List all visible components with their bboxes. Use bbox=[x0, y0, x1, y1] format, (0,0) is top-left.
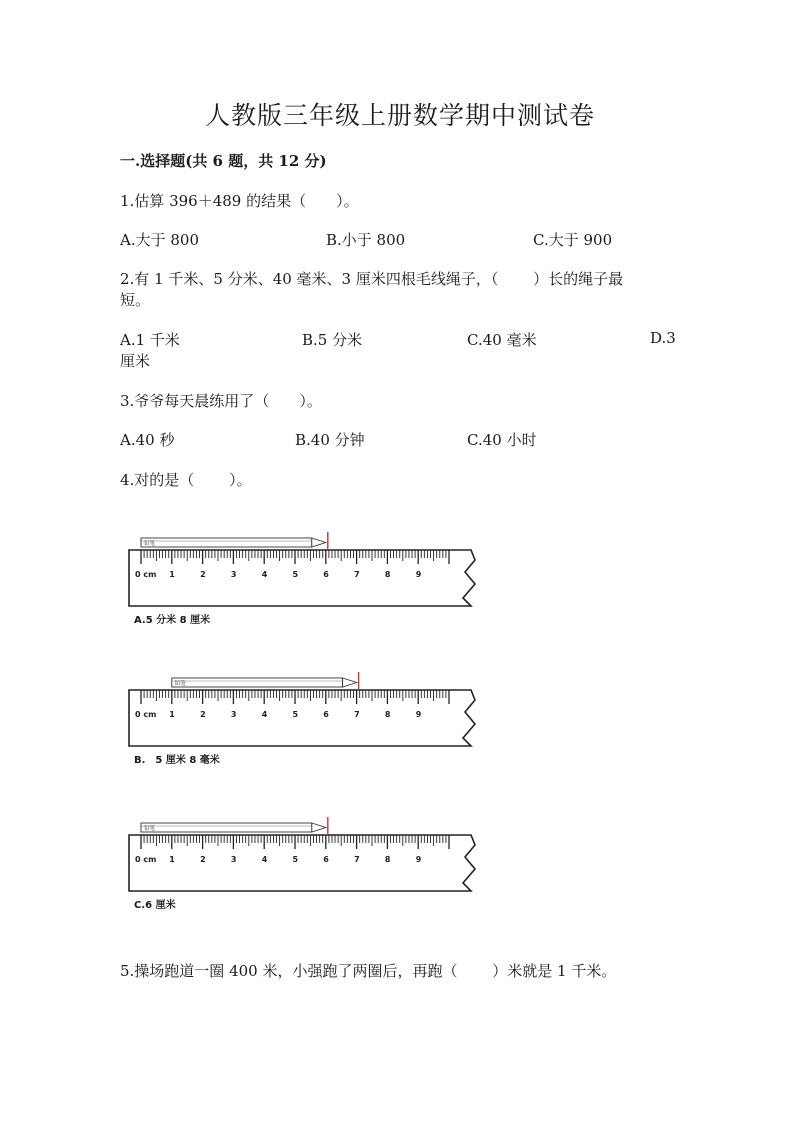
question-2-option-c[interactable]: C.40 毫米 bbox=[467, 331, 537, 349]
question-2-option-a[interactable]: A.1 千米 bbox=[120, 331, 180, 349]
question-2-stem-line2: 短。 bbox=[120, 291, 151, 309]
pencil-tip bbox=[343, 678, 357, 687]
ruler-caption-a: A.5 分米 8 厘米 bbox=[134, 615, 211, 626]
ruler-body bbox=[129, 835, 475, 891]
question-1-option-b[interactable]: B.小于 800 bbox=[326, 231, 406, 249]
ruler-figure-c[interactable] bbox=[126, 815, 486, 935]
pencil-body bbox=[172, 678, 343, 687]
question-1-option-a[interactable]: A.大于 800 bbox=[120, 231, 199, 249]
ruler-number: 7 bbox=[354, 855, 360, 864]
ruler-number: 2 bbox=[200, 570, 206, 579]
question-2-option-b[interactable]: B.5 分米 bbox=[302, 331, 363, 349]
question-1-option-c[interactable]: C.大于 900 bbox=[533, 231, 613, 249]
pencil-tip bbox=[312, 823, 326, 832]
question-3-option-a[interactable]: A.40 秒 bbox=[120, 431, 175, 449]
page-title: 人教版三年级上册数学期中测试卷 bbox=[204, 101, 595, 130]
ruler-body bbox=[129, 550, 475, 606]
ruler-unit-label: 0 cm bbox=[135, 855, 157, 864]
ruler-number: 4 bbox=[261, 855, 268, 864]
question-3-option-c[interactable]: C.40 小时 bbox=[467, 431, 537, 449]
ruler-number: 2 bbox=[200, 710, 206, 719]
ruler-diagram-c bbox=[126, 815, 486, 895]
question-2-stem-line1: 2.有 1 千米、5 分米、40 毫米、3 厘米四根毛线绳子，（ ）长的绳子最 bbox=[120, 270, 624, 288]
ruler-number: 8 bbox=[384, 570, 391, 579]
pencil-body bbox=[141, 823, 312, 832]
ruler-body bbox=[129, 690, 475, 746]
ruler-caption-b: B. 5 厘米 8 毫米 bbox=[134, 755, 220, 766]
question-3-option-b[interactable]: B.40 分钟 bbox=[295, 431, 365, 449]
ruler-figure-a[interactable] bbox=[126, 530, 486, 650]
question-3-stem: 3.爷爷每天晨练用了（ ）。 bbox=[120, 392, 322, 410]
ruler-number: 3 bbox=[230, 570, 237, 579]
ruler-diagram-b bbox=[126, 670, 486, 750]
pencil-label: 铅笔 bbox=[144, 826, 156, 832]
ruler-number: 8 bbox=[384, 855, 391, 864]
ruler-number: 6 bbox=[323, 570, 329, 579]
ruler-number: 6 bbox=[323, 855, 329, 864]
pencil-label: 铅笔 bbox=[144, 541, 156, 547]
ruler-figure-b[interactable] bbox=[126, 670, 486, 790]
question-2-option-d-continued: 厘米 bbox=[120, 352, 151, 370]
ruler-number: 2 bbox=[200, 855, 206, 864]
pencil-label: 铅笔 bbox=[174, 681, 186, 687]
question-4-stem: 4.对的是（ ）。 bbox=[120, 471, 252, 489]
ruler-number: 7 bbox=[354, 570, 360, 579]
ruler-caption-c: C.6 厘米 bbox=[134, 900, 176, 911]
ruler-number: 1 bbox=[169, 855, 175, 864]
ruler-unit-label: 0 cm bbox=[135, 710, 157, 719]
pencil-tip bbox=[312, 538, 326, 547]
ruler-unit-label: 0 cm bbox=[135, 570, 157, 579]
section-heading: 一.选择题(共 6 题，共 12 分) bbox=[120, 152, 327, 170]
ruler-number: 9 bbox=[415, 570, 422, 579]
ruler-number: 9 bbox=[415, 710, 422, 719]
ruler-number: 1 bbox=[169, 710, 175, 719]
ruler-number: 1 bbox=[169, 570, 175, 579]
ruler-number: 4 bbox=[261, 710, 268, 719]
ruler-number: 9 bbox=[415, 855, 422, 864]
pencil-body bbox=[141, 538, 312, 547]
question-2-option-d[interactable]: D.3 bbox=[650, 329, 676, 347]
ruler-number: 6 bbox=[323, 710, 329, 719]
ruler-number: 8 bbox=[384, 710, 391, 719]
ruler-number: 5 bbox=[292, 855, 299, 864]
ruler-number: 5 bbox=[292, 570, 299, 579]
ruler-number: 3 bbox=[230, 710, 237, 719]
ruler-number: 4 bbox=[261, 570, 268, 579]
ruler-diagram-a bbox=[126, 530, 486, 610]
question-1-stem: 1.估算 396＋489 的结果（ ）。 bbox=[120, 192, 359, 210]
ruler-number: 3 bbox=[230, 855, 237, 864]
ruler-number: 5 bbox=[292, 710, 299, 719]
question-5-stem: 5.操场跑道一圈 400 米，小强跑了两圈后，再跑（ ）米就是 1 千米。 bbox=[120, 962, 617, 980]
ruler-number: 7 bbox=[354, 710, 360, 719]
